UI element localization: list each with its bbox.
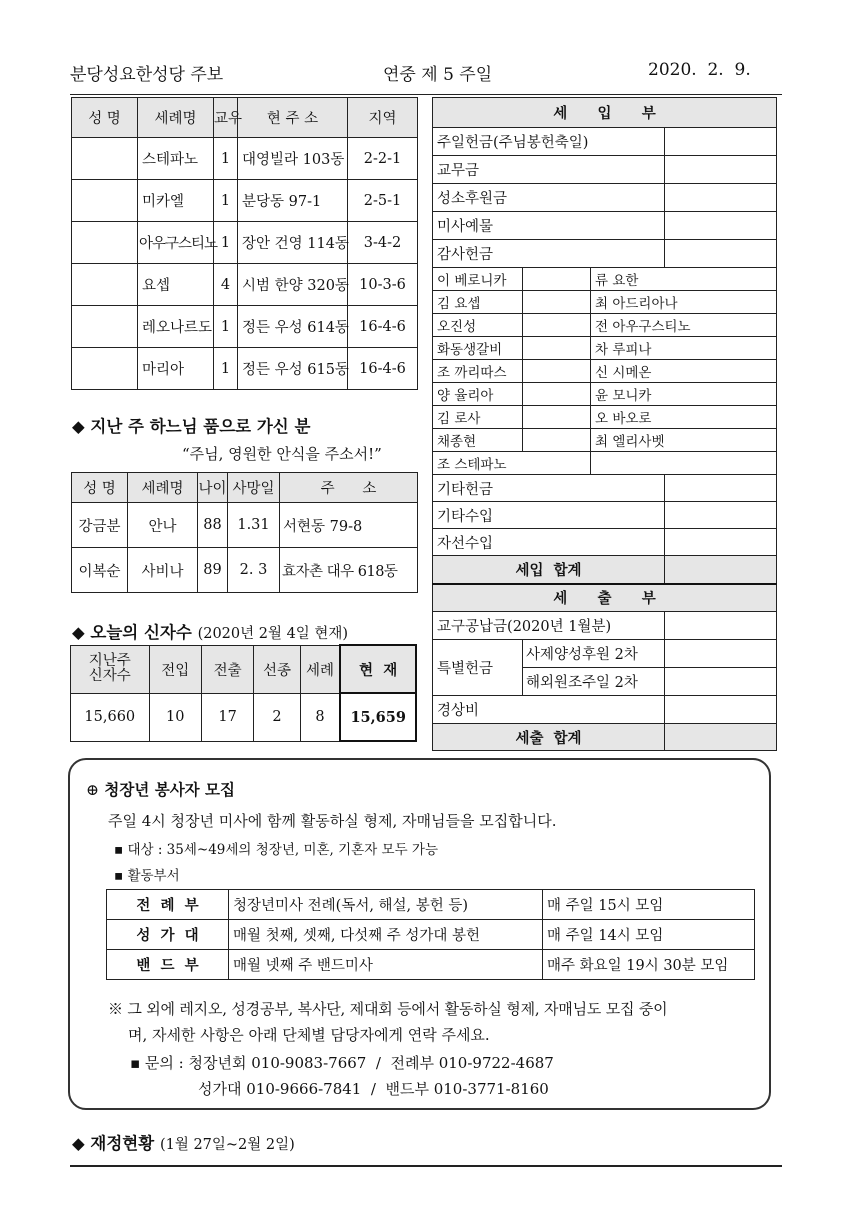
table-row: 이복순 사비나 89 2. 3 효자촌 대우 618동 <box>72 548 418 593</box>
donor-row: 양 율리아 윤 모니카 <box>433 383 777 406</box>
col-address: 현 주 소 <box>238 98 348 138</box>
finance-table <box>432 97 777 751</box>
donor-row: 김 요셉 최 아드리아나 <box>433 291 777 314</box>
table-row: 교무금 <box>433 156 777 184</box>
recruit-note-line2: 며, 자세한 사항은 아래 단체별 담당자에게 연락 주세요. <box>128 1026 490 1044</box>
count-table <box>70 644 417 742</box>
deceased-prayer: “주님, 영원한 안식을 주소서!” <box>182 445 382 463</box>
parish-name: 분당성요한성당 주보 <box>70 65 224 85</box>
deceased-table <box>71 472 418 593</box>
col-area: 지역 <box>348 98 418 138</box>
recruit-intro: 주일 4시 청장년 미사에 함께 활동하실 형제, 자매님들을 모집합니다. <box>108 812 557 830</box>
recruit-depts-label: ▪ 활동부서 <box>114 868 180 884</box>
recruit-note-line1: ※ 그 외에 레지오, 성경공부, 복사단, 제대회 등에서 활동하실 형제, 자매님도 모집 중이 <box>108 1000 668 1018</box>
donor-row: 채종현 최 엘리사벳 <box>433 429 777 452</box>
table-row: 감사헌금 <box>433 240 777 268</box>
table-row: 미카엘 1 분당동 97-1 2-5-1 <box>72 180 418 222</box>
table-row: 강금분 안나 88 1.31 서현동 79-8 <box>72 503 418 548</box>
table-row: 기타헌금 <box>433 475 777 502</box>
col-count: 교우 <box>214 98 238 138</box>
bulletin-date: 2020. 2. 9. <box>648 60 751 80</box>
table-row: 스테파노 1 대영빌라 103동 2-2-1 <box>72 138 418 180</box>
bottom-divider <box>70 1165 782 1167</box>
bullet-icon: ▪ <box>114 868 124 884</box>
table-row: 아우구스티노 1 장안 건영 114동 3-4-2 <box>72 222 418 264</box>
table-row: 성 가 대 매월 첫째, 셋째, 다섯째 주 성가대 봉헌 매 주일 14시 모임 <box>107 920 755 950</box>
recruit-title: ⊕ 청장년 봉사자 모집 <box>86 780 235 799</box>
expense-title: 세 출 부 <box>433 584 777 612</box>
table-row: 요셉 4 시범 한양 320동 10-3-6 <box>72 264 418 306</box>
newcomers-header-row <box>72 98 418 138</box>
donor-row: 조 까리따스 신 시메온 <box>433 360 777 383</box>
table-row: 주일헌금(주님봉헌축일) <box>433 128 777 156</box>
table-row: 특별헌금 사제양성후원 2차 <box>433 640 777 668</box>
table-row: 자선수입 <box>433 529 777 556</box>
header-divider <box>70 94 782 95</box>
deceased-title: ◆ 지난 주 하느님 품으로 가신 분 <box>72 417 311 436</box>
contact-line1: ▪ 문의 : 청장년회 010-9083-7667 / 전례부 010-9722-4687 <box>130 1054 554 1072</box>
deceased-header-row: 성 명 세례명 나이 사망일 주 소 <box>72 473 418 503</box>
newcomers-table <box>71 97 418 390</box>
donor-row: 김 로사 오 바오로 <box>433 406 777 429</box>
donor-row: 조 스테파노 <box>433 452 777 475</box>
circle-plus-icon: ⊕ <box>86 781 99 799</box>
contact-line2: 성가대 010-9666-7841 / 밴드부 010-3771-8160 <box>198 1080 549 1098</box>
table-row: 마리아 1 정든 우성 615동 16-4-6 <box>72 348 418 390</box>
finance-status-title: ◆ 재정현황 (1월 27일~2월 2일) <box>72 1134 295 1153</box>
table-row: 밴 드 부 매월 넷째 주 밴드미사 매주 화요일 19시 30분 모임 <box>107 950 755 980</box>
table-row: 미사예물 <box>433 212 777 240</box>
table-row: 경상비 <box>433 696 777 724</box>
expense-total-row: 세출 합계 <box>433 724 777 751</box>
count-header-row: 지난주 신자수 전입 전출 선종 세례 현 재 <box>71 645 417 693</box>
table-row: 교구공납금(2020년 1월분) <box>433 612 777 640</box>
table-row: 해외원조주일 2차 <box>433 668 777 696</box>
dept-table <box>106 889 755 980</box>
week-title: 연중 제 5 주일 <box>383 65 493 85</box>
table-row: 전 례 부 청장년미사 전례(독서, 해설, 봉헌 등) 매 주일 15시 모임 <box>107 890 755 920</box>
col-name: 성 명 <box>72 98 138 138</box>
table-row: 성소후원금 <box>433 184 777 212</box>
table-row: 레오나르도 1 정든 우성 614동 16-4-6 <box>72 306 418 348</box>
col-baptism: 세례명 <box>138 98 214 138</box>
income-total-row: 세입 합계 <box>433 556 777 584</box>
recruit-target: ▪ 대상 : 35세~49세의 청장년, 미혼, 기혼자 모두 가능 <box>114 842 438 858</box>
donor-row: 이 베로니카 류 요한 <box>433 268 777 291</box>
bullet-icon: ▪ <box>114 842 124 858</box>
count-title: ◆ 오늘의 신자수 (2020년 2월 4일 현재) <box>72 623 349 642</box>
table-row: 기타수입 <box>433 502 777 529</box>
donor-row: 화동생갈비 차 루피나 <box>433 337 777 360</box>
donor-row: 오진성 전 아우구스티노 <box>433 314 777 337</box>
table-row: 15,660 10 17 2 8 15,659 <box>71 693 417 741</box>
income-title: 세 입 부 <box>433 98 777 128</box>
